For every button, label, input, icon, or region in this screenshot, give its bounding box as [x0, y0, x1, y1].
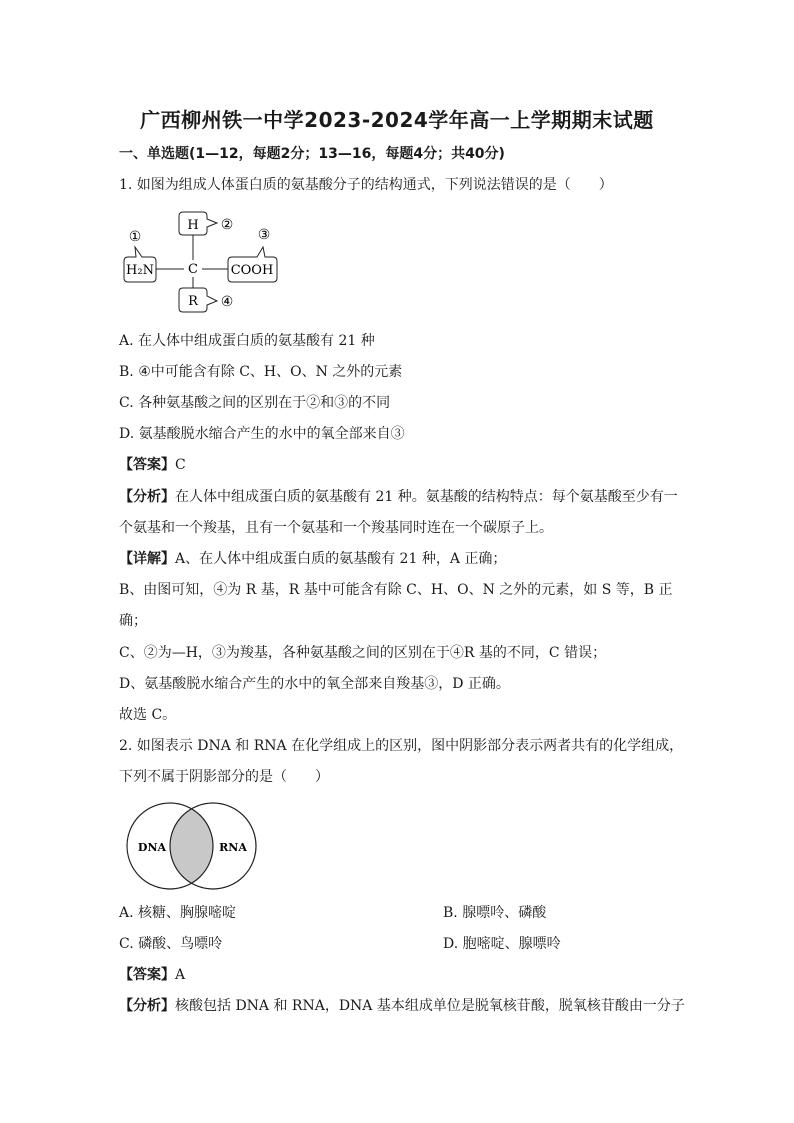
analysis-label: 【分析】 [119, 998, 175, 1014]
q1-option-b: B. ④中可能含有除 C、H、O、N 之外的元素 [119, 364, 403, 380]
answer-label: 【答案】 [119, 967, 175, 983]
q1-conclusion: 故选 C。 [119, 707, 177, 723]
q1-answer [119, 455, 186, 475]
q1-analysis [119, 487, 678, 507]
marker-2: ② [220, 217, 234, 233]
venn-dna-label: DNA [137, 841, 167, 854]
q1-detail-b-cont: 确； [119, 613, 147, 629]
alpha-carbon: C [188, 262, 198, 277]
analysis-label: 【分析】 [119, 489, 175, 505]
q1-detail-b: B、由图可知，④为 R 基，R 基中可能含有除 C、H、O、N 之外的元素，如 S 等，B 正 [119, 582, 673, 598]
r-group-callout-box [179, 288, 217, 312]
q1-analysis-cont: 个氨基和一个羧基，且有一个氨基和一个羧基同时连在一个碳原子上。 [119, 520, 553, 536]
question-2-stem-cont: 下列不属于阴影部分的是（ ） [119, 769, 329, 785]
q1-detail-c: C、②为—H，③为羧基，各种氨基酸之间的区别在于④R 基的不同，C 错误； [119, 645, 607, 661]
answer-value: C [175, 457, 186, 473]
carboxyl-group: COOH [230, 263, 274, 278]
marker-4: ④ [220, 294, 234, 310]
hydrogen-atom: H [187, 218, 199, 233]
marker-3: ③ [257, 227, 271, 243]
q2-option-d: D. 胞嘧啶、腺嘌呤 [443, 936, 561, 952]
amino-acid-structure-diagram [118, 207, 288, 315]
q1-option-d: D. 氨基酸脱水缩合产生的水中的氧全部来自③ [119, 426, 405, 442]
dna-rna-venn-diagram [122, 800, 262, 892]
section-heading: 一、单选题(1—12，每题2分；13—16，每题4分；共40分) [119, 146, 505, 162]
q2-analysis [119, 996, 685, 1016]
page-title: 广西柳州铁一中学2023-2024学年高一上学期期末试题 [140, 108, 654, 132]
venn-rna-label: RNA [219, 841, 247, 854]
marker-1: ① [128, 229, 142, 245]
q1-option-a: A. 在人体中组成蛋白质的氨基酸有 21 种 [119, 333, 375, 349]
r-group: R [188, 294, 198, 309]
detail-label: 【详解】 [119, 551, 175, 567]
answer-label: 【答案】 [119, 457, 175, 473]
question-2-stem: 2. 如图表示 DNA 和 RNA 在化学组成上的区别，图中阴影部分表示两者共有的化学组成， [119, 738, 684, 754]
q2-option-c: C. 磷酸、鸟嘌呤 [119, 936, 223, 952]
analysis-text: 在人体中组成蛋白质的氨基酸有 21 种。氨基酸的结构特点：每个氨基酸至少有一 [175, 489, 678, 505]
q1-option-c: C. 各种氨基酸之间的区别在于②和③的不同 [119, 395, 391, 411]
q2-option-a: A. 核糖、胸腺嘧啶 [119, 905, 237, 921]
q1-detail [119, 549, 506, 569]
amino-group: H₂N [126, 263, 154, 278]
q2-option-b: B. 腺嘌呤、磷酸 [443, 905, 547, 921]
q2-answer [119, 965, 185, 985]
q1-detail-d: D、氨基酸脱水缩合产生的水中的氧全部来自羧基③，D 正确。 [119, 676, 510, 692]
answer-value: A [175, 967, 186, 983]
question-1-stem: 1. 如图为组成人体蛋白质的氨基酸分子的结构通式，下列说法错误的是（ ） [119, 177, 613, 193]
analysis-text: 核酸包括 DNA 和 RNA，DNA 基本组成单位是脱氧核苷酸，脱氧核苷酸由一分子 [175, 998, 685, 1014]
detail-text: A、在人体中组成蛋白质的氨基酸有 21 种，A 正确； [175, 551, 507, 567]
